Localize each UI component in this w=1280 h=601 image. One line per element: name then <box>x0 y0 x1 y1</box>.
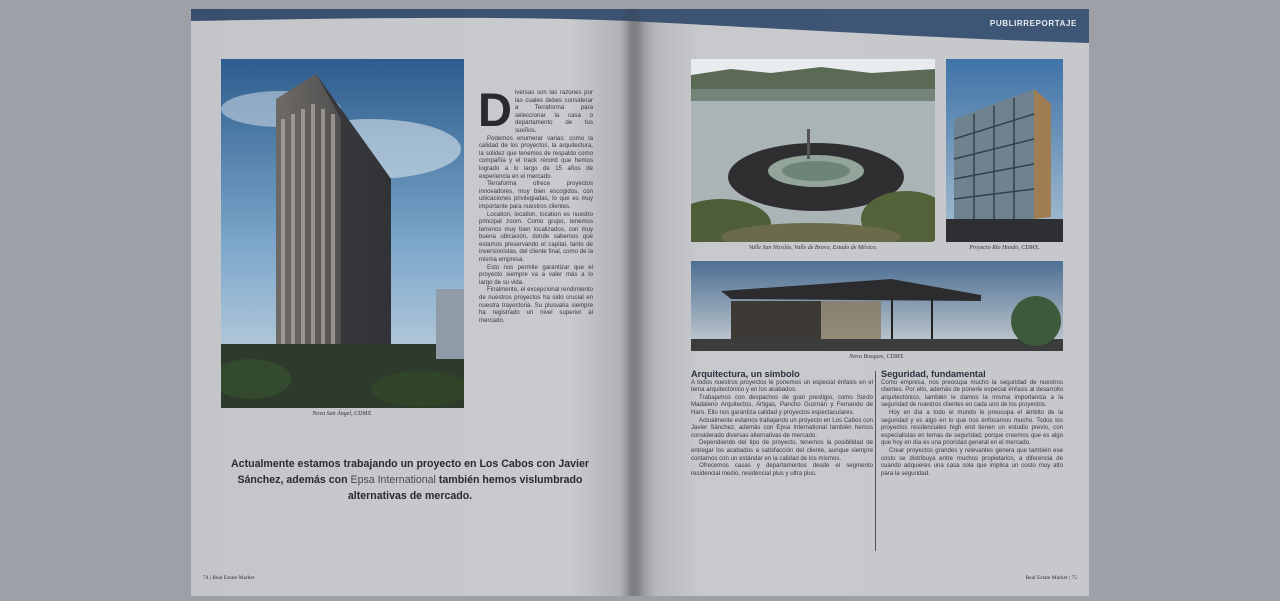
right-text-column-1 <box>691 371 873 477</box>
photo-lake-ring <box>691 59 935 242</box>
caption-glass-building: Proyecto Río Hondo, CDMX. <box>969 245 1040 251</box>
paragraph: Terraforma ofrece proyectos innovadores, muy bien escogidos, con ubicaciones privilegiadas, lo que es muy importante para nuestros clientes. <box>479 180 593 210</box>
paragraph: iversas son las razones por las cuales debes considerar a Terraforma para seleccionar la casa o departamento de tus sueños. <box>514 89 593 134</box>
right-text-column-2 <box>881 371 1063 477</box>
quote-accent: Epsa International <box>350 474 436 486</box>
caption-pavilion: Nova Bosques, CDMX. <box>849 354 905 360</box>
heading-arquitectura: Arquitectura, un símbolo <box>691 369 800 379</box>
photo-pavilion <box>691 261 1063 351</box>
gutter-shadow <box>620 9 644 596</box>
quote-text-end: también hemos vislumbrado alternativas de mercado. <box>347 474 583 502</box>
paragraph: Ofrecemos casas y departamentos desde el segmento residencial medio, residencial plus y ultra plus. <box>691 462 873 477</box>
dropcap: D <box>478 83 512 136</box>
paragraph: Finalmente, el excepcional rendimiento de nuestros proyectos ha sido crucial en nuestra trayectoria. Su plusvalía siempre ha registrado un nivel superior al mercado. <box>479 286 593 324</box>
paragraph: Location, location, location es nuestro principal zoom. Como grupo, tenemos terrenos muy bien localizados, con muy buena ubicación, donde sabemos que estamos preservando el capital, tanto de inversionistas, del cliente final, como de la misma empresa. <box>479 210 593 264</box>
paragraph: Trabajamos con despachos de gran prestigio, como Sordo Madaleno Arquitectos, Artigas, Pancho Guzmán y Fernando de Haro. Ello nos garantiza calidad y proyectos espectaculares. <box>691 393 873 416</box>
quote-text: Actualmente estamos trabajando un proyecto en Los Cabos con Javier Sánchez, además con <box>231 458 589 486</box>
left-text-column <box>478 83 593 324</box>
paragraph: Hoy en día a todo el mundo le preocupa el ámbito de la seguridad y es algo en lo que nos enfocamos mucho. Todos los proyectos residenciales high end tienen un estudio previo, con especialistas en temas de seguridad, porque creemos que es algo que hoy en día es una prioridad general en el mercado. <box>881 408 1063 447</box>
caption-lake-ring: Valle San Nicolás, Valle de Bravo, Estado de México. <box>748 245 878 251</box>
paragraph: Actualmente estamos trabajando un proyecto en Los Cabos con Javier Sánchez, además con Epsa International también hemos considerado diversas alternativas de mercado. <box>691 416 873 439</box>
folio-left: 74 | Real Estate Market <box>203 575 255 581</box>
caption-tower: Nova San Ángel, CDMX. <box>312 411 373 417</box>
pull-quote <box>216 456 604 504</box>
paragraph: Podemos enumerar varias: como la calidad de los proyectos, la arquitectura, la solidez que tenemos de respaldo como compañía y el track récord que hemos logrado a lo largo de 15 años de experiencia en el mercado. <box>479 134 593 180</box>
section-label: PUBLIRREPORTAJE <box>989 19 1077 28</box>
paragraph: Crear proyectos grandes y relevantes genera que también ese costo se distribuya entre muchos propietarios, a diferencia de cuando adquieres una casa sola que implica un costo muy alto para la seguridad. <box>881 446 1063 477</box>
photo-tower <box>221 59 464 408</box>
paragraph: Esto nos permite garantizar que el proyecto siempre va a valer más a lo largo de su vida. <box>479 263 593 286</box>
folio-right: Real Estate Market | 75 <box>1025 575 1077 581</box>
column-divider <box>875 371 876 551</box>
paragraph: Dependiendo del tipo de proyecto, tenemos la posibilidad de entregar los acabados a satisfacción del cliente, aunque siempre contamos con un estándar en la calidad de los mismos. <box>691 439 873 462</box>
paragraph: A todos nuestros proyectos le ponemos un especial énfasis en el tema arquitectónico y en los acabados. <box>691 378 873 394</box>
heading-seguridad: Seguridad, fundamental <box>881 369 986 379</box>
photo-glass-building <box>946 59 1063 242</box>
paragraph: Como empresa, nos preocupa mucho la seguridad de nuestros clientes. Por ello, además de ponerle especial énfasis al desarrollo arquitectónico, también le damos la misma importancia a la seguridad de nuestros clientes en cada uno de los proyectos. <box>881 378 1063 409</box>
